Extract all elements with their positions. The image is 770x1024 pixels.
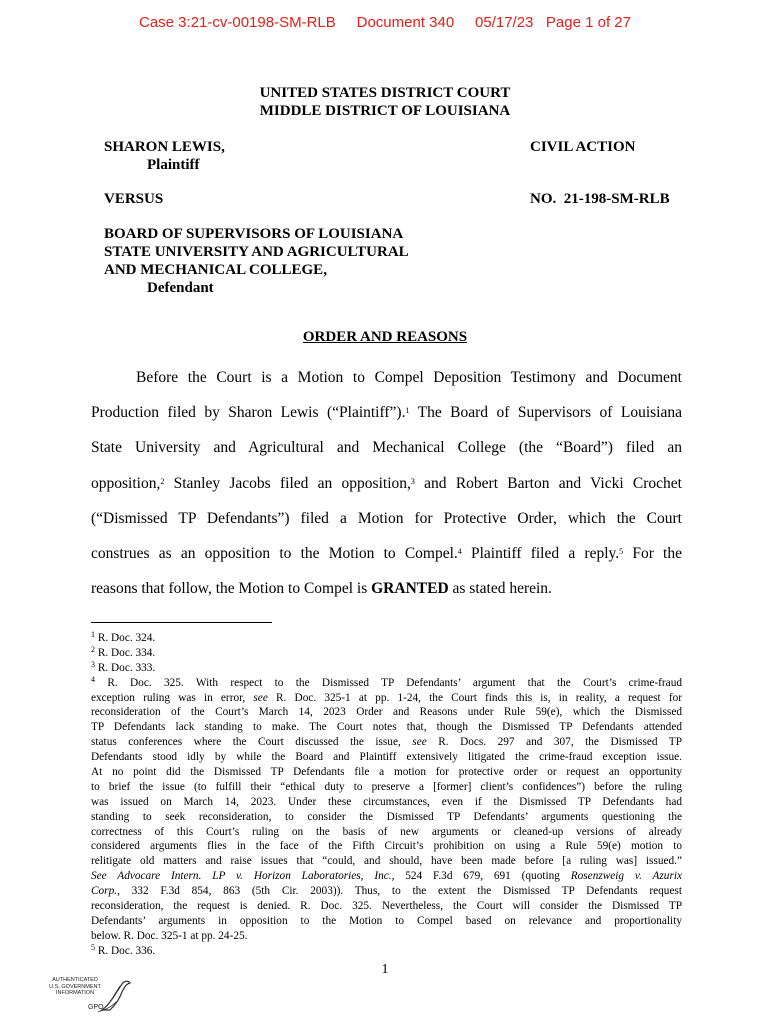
defendant-line: BOARD OF SUPERVISORS OF LOUISIANA <box>104 226 404 242</box>
footnote-ref[interactable]: 5 <box>619 547 624 556</box>
document-number: Document 340 <box>356 14 455 31</box>
body-line: opposition,$^2$ Stanley Jacobs filed an opposition,$^3$ and Robert Barton and Vicki Crochet <box>91 475 682 492</box>
page-number: 1 <box>381 962 389 977</box>
body-line: construes as an opposition to the Motion to Compel.$^4$ Plaintiff filed a reply.$^5$ For the <box>91 545 682 562</box>
filed-date: 05/17/23 <box>475 14 534 31</box>
body-line: (“Dismissed TP Defendants”) filed a Motion for Protective Order, which the Court <box>91 510 682 527</box>
footnote-4-line: below. R. Doc. 325-1 at pp. 24-25. <box>91 929 248 942</box>
footnote-ref[interactable]: 4 <box>457 547 462 556</box>
footnote-4-line: Defendants’ arguments in opposition to the Motion to Compel based on relevance and proportionality <box>91 914 682 927</box>
footnote-ref[interactable]: 1 <box>405 406 410 415</box>
court-name: UNITED STATES DISTRICT COURT <box>259 85 511 101</box>
footnote-2: $^2$ R. Doc. 334. <box>91 644 156 659</box>
footnote-4-line: reconsideration, the request is denied. R. Doc. 325. Nevertheless, the Court will consider the Dismissed TP <box>91 900 682 913</box>
case-no-label: NO. 21-198-SM-RLB <box>530 191 670 207</box>
civil-action-label: CIVIL ACTION <box>530 139 636 155</box>
footnote-4-line: correctness of this Court’s ruling on the basis of new arguments or cleaned-up versions of already <box>91 825 682 838</box>
court-district: MIDDLE DISTRICT OF LOUISIANA <box>259 103 511 119</box>
footnote-4-line: reconsideration of the Court’s March 14, 2023 Order and Reasons under Rule 59(e), which the Dismissed <box>91 706 682 719</box>
plaintiff-role: Plaintiff <box>147 157 200 173</box>
footnote-4-line: to brief the issue (to fulfill their “ethical duty to preserve a [former] client’s confidences”) before the ruling <box>91 780 682 793</box>
defendant-block <box>104 225 409 297</box>
footnote-3: $^3$ R. Doc. 333. <box>91 659 156 674</box>
footnote-4-line: See Advocare Intern. LP v. Horizon Laboratories, Inc., 524 F.3d 679, 691 (quoting Rosenzweig v. Azurix <box>91 870 682 883</box>
case-header-stamp <box>0 14 770 31</box>
defendant-role: Defendant <box>147 280 214 296</box>
footnote-ref[interactable]: 2 <box>160 477 165 486</box>
footnotes <box>91 631 682 959</box>
footnote-4-line: considered arguments flies in the face of the Fifth Circuit’s prohibition on using a Rule 59(e) motion to <box>91 840 682 853</box>
gpo-badge-text: AUTHENTICATED U.S. GOVERNMENT INFORMATION <box>49 977 101 996</box>
body-line: State University and Agricultural and Mechanical College (the “Board”) filed an <box>91 439 682 456</box>
page-indicator: Page 1 of 27 <box>545 14 631 31</box>
document-title: ORDER AND REASONS <box>302 329 468 345</box>
footnote-5: $^5$ R. Doc. 336. <box>91 942 156 957</box>
case-number: Case 3:21-cv-00198-SM-RLB <box>139 14 336 31</box>
footnote-4-line: standing to seek reconsideration, to consider the Dismissed TP Defendants’ arguments questioning the <box>91 810 682 823</box>
body-line: reasons that follow, the Motion to Compel is GRANTED as stated herein. <box>91 580 552 597</box>
plaintiff-name: SHARON LEWIS, <box>104 139 225 155</box>
gpo-label: GPO <box>88 1004 104 1011</box>
footnote-divider <box>91 622 272 623</box>
court-heading <box>0 84 770 120</box>
plaintiff-block <box>104 138 225 174</box>
granted-label: GRANTED <box>371 580 449 597</box>
footnote-4-line: $^4$ R. Doc. 325. With respect to the Dismissed TP Defendants’ argument that the Court’s crime-fraud <box>91 674 682 689</box>
footnote-4-line: status conferences where the Court discussed the issue, see R. Docs. 297 and 307, the Dismissed TP <box>91 736 682 749</box>
body-line: Before the Court is a Motion to Compel Deposition Testimony and Document <box>136 369 682 386</box>
footnote-4-line: was issued on March 14, 2023. Under these circumstances, even if the Dismissed TP Defendants had <box>91 795 682 808</box>
defendant-line: STATE UNIVERSITY AND AGRICULTURAL <box>104 244 409 260</box>
footnote-4-line: At no point did the Dismissed TP Defendants file a motion for protective order or request an opportunity <box>91 766 682 779</box>
footnote-ref[interactable]: 3 <box>410 477 415 486</box>
footnote-4-line: Defendants stood idly by while the Board and Plaintiff extensively litigated the crime-fraud exception issue. <box>91 751 682 764</box>
body-line: Production filed by Sharon Lewis (“Plaintiff”).$^1$ The Board of Supervisors of Louisiana <box>91 404 682 421</box>
footnote-1: $^1$ R. Doc. 324. <box>91 630 156 644</box>
footnote-4-line: exception ruling was in error, see R. Doc. 325-1 at pp. 1-24, the Court finds this is, in reality, a request for <box>91 691 682 704</box>
versus-label: VERSUS <box>104 191 164 207</box>
footnote-4-line: relitigate old matters and raise issues that “could, and should, have been made before [a ruling was] issued.” <box>91 855 682 868</box>
gpo-authentication-logo <box>40 974 135 1016</box>
defendant-line: AND MECHANICAL COLLEGE, <box>104 262 327 278</box>
footnote-4-line: Corp., 332 F.3d 854, 863 (5th Cir. 2003)). Thus, to the extent the Dismissed TP Defendants request <box>91 885 682 898</box>
footnote-4-line: TP Defendants lack standing to make. The Court notes that, though the Dismissed TP Defendants attended <box>91 721 682 734</box>
